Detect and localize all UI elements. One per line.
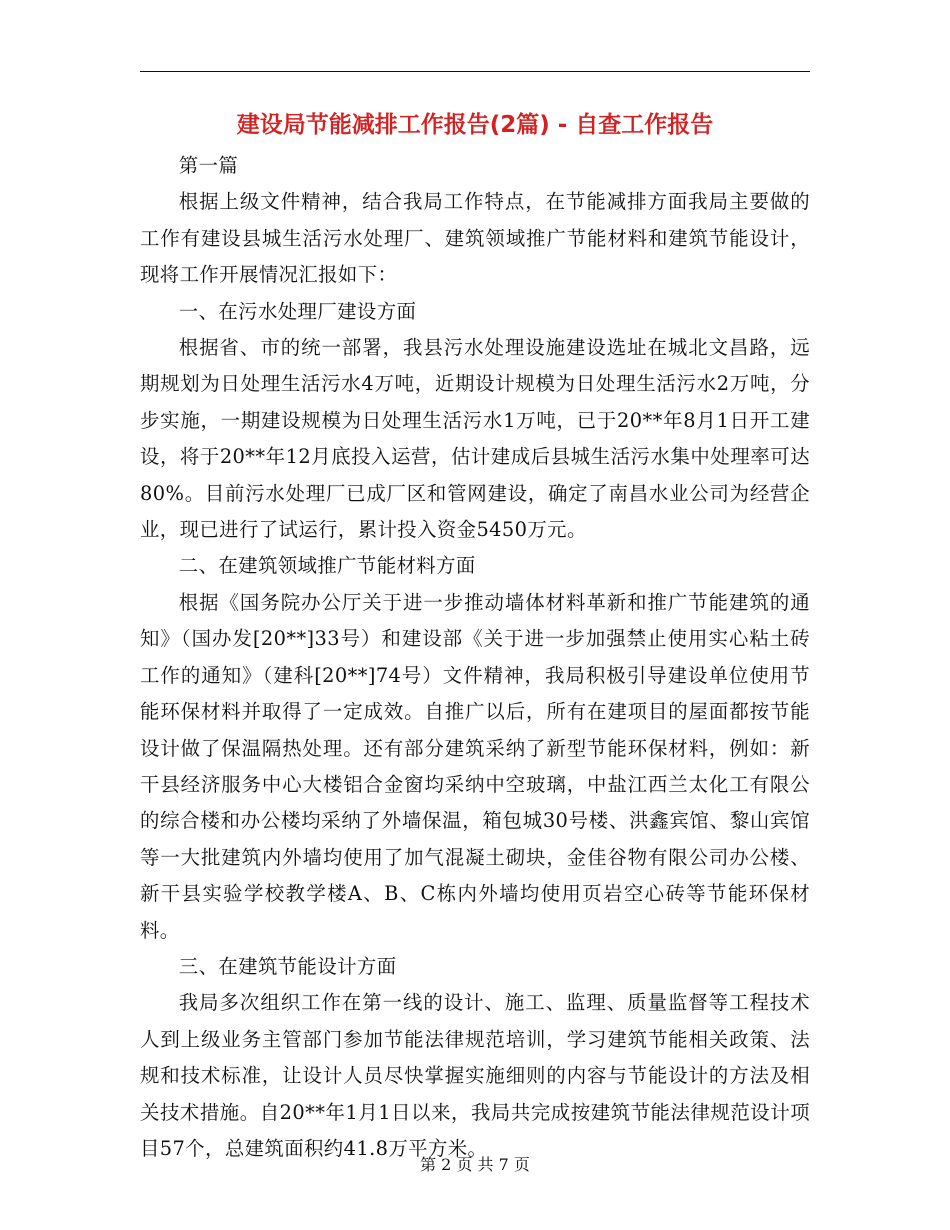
paragraph-sewage: 根据省、市的统一部署，我县污水处理设施建设选址在城北文昌路，远期规划为日处理生活污水4万吨，近期设计规模为日处理生活污水2万吨，分步实施，一期建设规模为日处理生活污水1万吨，已于20**年8月1日开工建设，将于20**年12月底投入运营，估计建成后县城生活污水集中处理率可达80%。目前污水处理厂已成厂区和管网建设，确定了南昌水业公司为经营企业，现已进行了试运行，累计投入资金5450万元。 bbox=[140, 336, 810, 542]
section-heading-sewage: 一、在污水处理厂建设方面 bbox=[178, 299, 417, 323]
section-heading-design: 三、在建筑节能设计方面 bbox=[178, 954, 397, 978]
header-rule bbox=[140, 71, 810, 72]
page-number: 第 2 页 共 7 页 bbox=[420, 1155, 530, 1174]
paragraph-intro: 根据上级文件精神，结合我局工作特点，在节能减排方面我局主要做的工作有建设县城生活污水处理厂、建筑领域推广节能材料和建筑节能设计，现将工作开展情况汇报如下： bbox=[140, 190, 810, 287]
document-title: 建设局节能减排工作报告(2篇) - 自查工作报告 bbox=[236, 112, 714, 138]
paragraph-materials: 根据《国务院办公厅关于进一步推动墙体材料革新和推广节能建筑的通知》（国办发[20**]33号）和建设部《关于进一步加强禁止使用实心粘土砖工作的通知》（建科[20**]74号）文件精神，我局积极引导建设单位使用节能环保材料并取得了一定成效。自推广以后，所有在建项目的屋面都按节能设计做了保温隔热处理。还有部分建筑采纳了新型节能环保材料，例如：新干县经济服务中心大楼铝合金窗均采纳中空玻璃，中盐江西兰太化工有限公的综合楼和办公楼均采纳了外墙保温，箱包城30号楼、洪鑫宾馆、黎山宾馆等一大批建筑内外墙均使用了加气混凝土砌块，金佳谷物有限公司办公楼、新干县实验学校教学楼A、B、C栋内外墙均使用页岩空心砖等节能环保材料。 bbox=[140, 590, 810, 942]
section-heading-materials: 二、在建筑领域推广节能材料方面 bbox=[178, 554, 476, 578]
paragraph-design: 我局多次组织工作在第一线的设计、施工、监理、质量监督等工程技术人到上级业务主管部门参加节能法律规范培训，学习建筑节能相关政策、法规和技术标准，让设计人员尽快掌握实施细则的内容与节能设计的方法及相关技术措施。自20**年1月1日以来，我局共完成按建筑节能法律规范设计项目57个，总建筑面积约41.8万平方米。 bbox=[140, 991, 810, 1160]
document-body bbox=[140, 148, 810, 1167]
section-heading-part-one: 第一篇 bbox=[178, 154, 239, 177]
